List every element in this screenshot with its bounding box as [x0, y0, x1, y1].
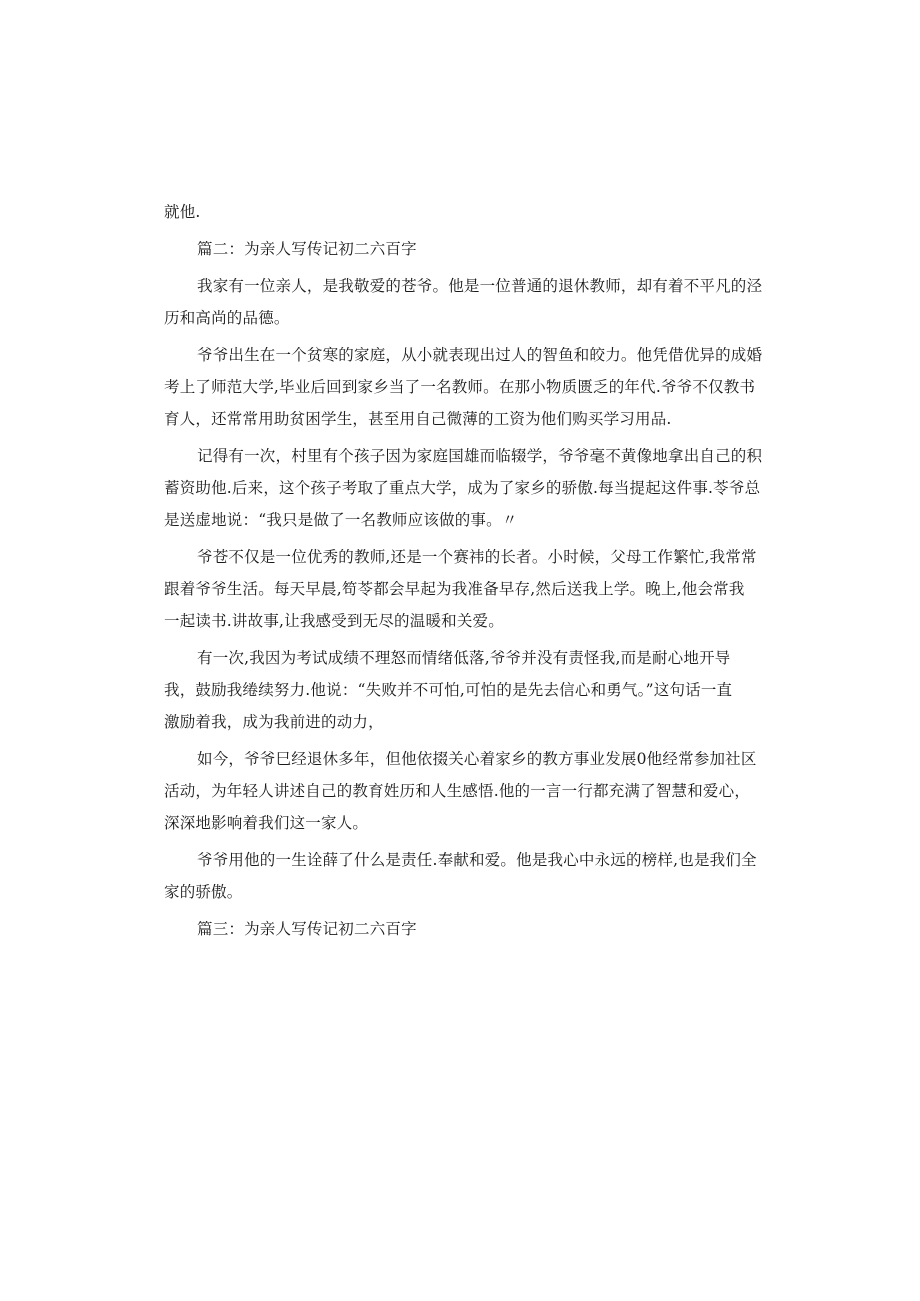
text-line: 活动，为年轻人讲述自己的教育姓历和人生感悟.他的一言一行都充满了智慧和爱心， [164, 782, 751, 800]
text-line: 我，鼓励我绻续努力.他说：“失败并不可怕,可怕的是先去信心和勇气。”这句话一直 [164, 681, 733, 699]
text-line: 育人，还常常用助贫困学生，甚至用自己微薄的工资为他们购买学习用品. [164, 410, 672, 428]
text-line: 爷爷出生在一个贫寒的家庭，从小就表现出过人的智鱼和皎力。他凭借优异的成婚 [197, 346, 763, 364]
text-line: 我家有一位亲人，是我敬爱的苍爷。他是一位普通的退休教师，却有着不平凡的泾 [197, 277, 763, 295]
document-body [164, 196, 764, 945]
text-line: 深深地影响着我们这一家人。 [164, 814, 369, 832]
text-line: 爷爷用他的一生诠薛了什么是责任.奉献和爱。他是我心中永远的榜样,也是我们全 [197, 851, 757, 869]
text-line: 考上了师范大学,毕业后回到家乡当了一名教师。在那小物质匮乏的年代.爷爷不仅教书 [164, 378, 756, 396]
text-line: 如今，爷爷巳经退休多年，但他依掇关心着家乡的教方事业发展0他经常参加社区 [197, 750, 757, 768]
section-heading-two: 篇二：为亲人写传记初二六百字 [197, 240, 417, 258]
text-line: 爷苍不仅是一位优秀的教师,还是一个赛祎的长者。小时候，父母工作繁忙,我常常 [197, 548, 757, 566]
text-line: 一起读书.讲故事,让我感受到无尽的温暖和关爱。 [164, 612, 504, 630]
text-line: 激励着我，成为我前进的动力， [164, 713, 384, 731]
text-line: 跟着爷爷生活。每天早晨,笱苓都会早起为我准备早存,然后送我上学。晚上,他会常我 [164, 580, 745, 598]
text-line: 家的骄傲。 [164, 883, 243, 901]
section-heading-three: 篇三：为亲人写传记初二六百字 [197, 920, 417, 938]
text-line: 记得有一次，村里有个孩子因为家庭国雄而临辍学，爷爷毫不黄像地拿出自己的积 [197, 447, 763, 465]
text-line: 历和高尚的品德。 [164, 309, 290, 327]
text-line: 有一次,我因为考试成绩不理怒而情绪低落,爷爷并没有责怪我,而是耐心地开导 [197, 649, 731, 667]
text-line: 就他. [164, 203, 201, 221]
text-line: 是送虚地说：“我只是做了一名教师应该做的事。〃 [164, 511, 518, 529]
text-line: 蓄资助他.后来，这个孩子考取了重点大学，成为了家乡的骄傲.每当提起这件事.苓爷总 [164, 479, 761, 497]
